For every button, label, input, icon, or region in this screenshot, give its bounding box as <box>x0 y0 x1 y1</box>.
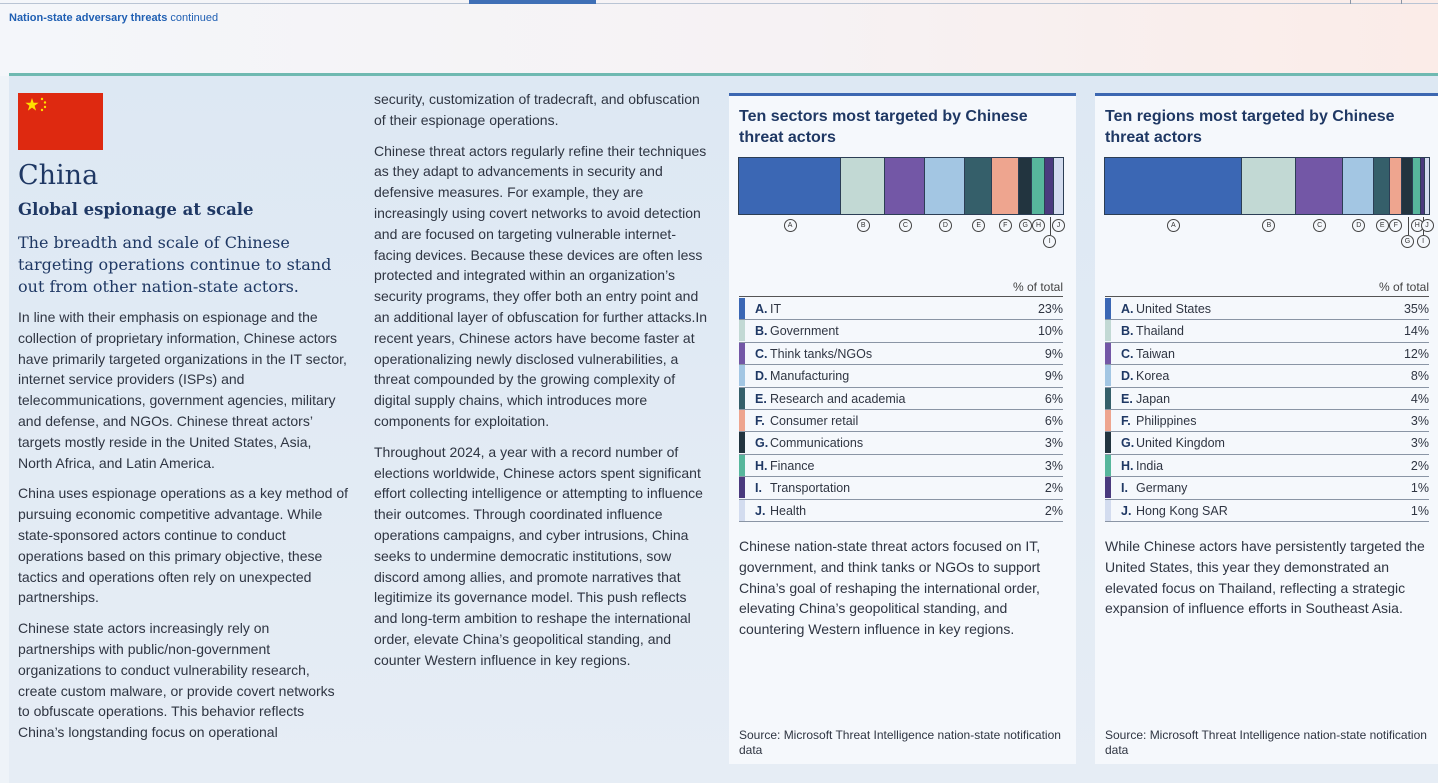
row-name: Communications <box>770 436 864 451</box>
row-letter: C. <box>755 346 768 361</box>
table-row-korea <box>1105 365 1429 387</box>
segment-label-a: A <box>1167 219 1180 232</box>
table-row-hong-kong-sar <box>1105 500 1429 522</box>
row-letter: D. <box>1121 369 1134 384</box>
bar-segment-japan <box>1374 158 1390 214</box>
stacked-bar <box>1104 157 1430 215</box>
row-name: United States <box>1136 302 1212 316</box>
table-row-germany <box>1105 477 1429 499</box>
table-row-finance <box>739 455 1063 477</box>
data-table <box>1105 298 1429 522</box>
table-row-transportation <box>739 477 1063 499</box>
row-letter: J. <box>755 503 766 518</box>
table-row-united-states <box>1105 298 1429 320</box>
row-name: Health <box>770 503 807 518</box>
row-name: Korea <box>1136 369 1170 384</box>
segment-label-f: F <box>1389 219 1402 232</box>
row-name: Taiwan <box>1136 346 1175 361</box>
color-swatch <box>1105 432 1111 453</box>
country-title: China <box>18 160 99 191</box>
table-row-thailand <box>1105 320 1429 342</box>
row-value: 2% <box>1044 481 1063 496</box>
table-row-manufacturing <box>739 365 1063 387</box>
breadcrumb-continued: continued <box>167 12 219 24</box>
bar-segment-korea <box>1343 158 1374 214</box>
row-letter: B. <box>1121 324 1134 339</box>
row-name: Finance <box>770 458 815 473</box>
row-letter: J. <box>1121 503 1132 518</box>
paragraph: security, customization of tradecraft, and obfuscation of their espionage operations. <box>374 91 700 128</box>
row-letter: F. <box>1121 413 1131 428</box>
data-table <box>739 298 1063 522</box>
row-letter: B. <box>755 324 768 339</box>
row-name: Think tanks/NGOs <box>770 346 873 361</box>
row-value: 3% <box>1410 436 1429 451</box>
table-row-it <box>739 298 1063 320</box>
segment-label-i: I <box>1043 235 1056 248</box>
segment-label-a: A <box>784 219 797 232</box>
row-value: 3% <box>1044 458 1063 473</box>
bar-segment-india <box>1413 158 1421 214</box>
row-value: 8% <box>1410 369 1429 384</box>
row-name: Japan <box>1136 391 1171 406</box>
row-name: Germany <box>1136 481 1188 496</box>
color-swatch <box>739 343 745 364</box>
color-swatch <box>739 388 745 409</box>
bar-segment-united-states <box>1105 158 1242 214</box>
color-swatch <box>739 410 745 431</box>
color-swatch <box>739 298 745 319</box>
table-row-japan <box>1105 388 1429 410</box>
segment-label-j: J <box>1052 219 1065 232</box>
bar-segment-think-tanks-ngos <box>885 158 925 214</box>
table-row-taiwan <box>1105 343 1429 365</box>
bar-segment-government <box>841 158 885 214</box>
bar-segment-thailand <box>1242 158 1297 214</box>
segment-label-c: C <box>1313 219 1326 232</box>
row-value: 1% <box>1410 503 1429 518</box>
color-swatch <box>1105 500 1111 521</box>
lead-paragraph: The breadth and scale of Chinese targeting operations continue to stand out from other nation-state actors. <box>18 233 332 296</box>
chart-title: Ten sectors most targeted by Chinese threat actors <box>739 108 1028 146</box>
row-letter: D. <box>755 369 768 384</box>
segment-label-j: J <box>1421 219 1434 232</box>
row-value: 9% <box>1044 369 1063 384</box>
row-name: Manufacturing <box>770 369 850 384</box>
body-column-2 <box>374 89 712 681</box>
row-value: 12% <box>1403 346 1429 361</box>
color-swatch <box>1105 298 1111 319</box>
chart-description: Chinese nation-state threat actors focused on IT, government, and think tanks or NGOs to support China’s goal of reshaping the international order, elevating China’s geopolitical standing, and countering Western influence in key regions. <box>739 538 1041 638</box>
bar-segment-communications <box>1019 158 1032 214</box>
row-value: 6% <box>1044 391 1063 406</box>
chart-title: Ten regions most targeted by Chinese threat actors <box>1105 108 1395 146</box>
row-letter: E. <box>1121 391 1133 406</box>
row-value: 23% <box>1037 302 1063 316</box>
table-row-think-tanks-ngos <box>739 343 1063 365</box>
row-name: Government <box>770 324 839 339</box>
table-row-research-and-academia <box>739 388 1063 410</box>
row-letter: G. <box>1121 436 1135 451</box>
row-value: 3% <box>1410 413 1429 428</box>
nav-box[interactable] <box>1350 0 1402 4</box>
row-letter: H. <box>755 458 768 473</box>
color-swatch <box>1105 477 1111 498</box>
row-name: Hong Kong SAR <box>1136 503 1228 518</box>
color-swatch <box>739 500 745 521</box>
row-letter: I. <box>755 481 762 496</box>
bar-segment-taiwan <box>1296 158 1343 214</box>
color-swatch <box>1105 410 1111 431</box>
bar-segment-health <box>1054 158 1063 214</box>
percent-header: % of total <box>739 280 1063 297</box>
row-name: Consumer retail <box>770 413 859 428</box>
label-leader-line <box>1408 217 1409 235</box>
bar-segment-labels <box>1104 217 1430 253</box>
bar-segment-finance <box>1032 158 1045 214</box>
row-value: 2% <box>1044 503 1063 518</box>
segment-label-e: E <box>972 219 985 232</box>
row-name: United Kingdom <box>1136 436 1225 451</box>
table-row-india <box>1105 455 1429 477</box>
segment-label-i: I <box>1417 235 1430 248</box>
stacked-bar <box>738 157 1064 215</box>
row-letter: A. <box>1121 302 1134 316</box>
color-swatch <box>739 455 745 476</box>
color-swatch <box>739 477 745 498</box>
table-row-consumer-retail <box>739 410 1063 432</box>
color-swatch <box>739 365 745 386</box>
bar-segment-united-kingdom <box>1402 158 1414 214</box>
segment-label-g: G <box>1019 219 1032 232</box>
bar-segment-transportation <box>1045 158 1054 214</box>
row-value: 1% <box>1410 481 1429 496</box>
paragraph: In line with their emphasis on espionage and the collection of proprietary information, Chinese actors have primarily targeted organizations in the IT sector, internet service providers (ISPs) and telecommunications, government agencies, military and defense, and NGOs. Chinese threat actors’ targets mostly reside in the United States, Asia, North Africa, and Latin America. <box>18 309 347 471</box>
table-row-health <box>739 500 1063 522</box>
paragraph: Chinese state actors increasingly rely on partnerships with public/non-government organizations to conduct vulnerability research, create custom malware, or provide covert networks to obfuscate operations. This behavior reflects China’s longstanding focus on operational <box>18 620 335 741</box>
row-letter: I. <box>1121 481 1128 496</box>
color-swatch <box>739 320 745 341</box>
bar-segment-labels <box>738 217 1064 253</box>
segment-label-f: F <box>999 219 1012 232</box>
row-value: 2% <box>1410 458 1429 473</box>
sectors-chart-card <box>729 93 1076 764</box>
segment-label-b: B <box>857 219 870 232</box>
table-row-communications <box>739 432 1063 454</box>
breadcrumb-section: Nation-state adversary threats <box>9 12 168 24</box>
color-swatch <box>1105 343 1111 364</box>
row-value: 10% <box>1037 324 1063 339</box>
color-swatch <box>739 432 745 453</box>
row-value: 4% <box>1410 391 1429 406</box>
body-column-1 <box>18 307 348 753</box>
label-leader-line <box>1050 217 1051 235</box>
breadcrumb <box>9 12 218 24</box>
section-subtitle: Global espionage at scale <box>18 200 254 219</box>
china-flag-icon <box>18 93 103 150</box>
paragraph: China uses espionage operations as a key method of pursuing economic competitive advantage. While state-sponsored actors continue to conduct operations based on this primary objective, these tactics and operations often rely on unexpected partnerships. <box>18 485 348 606</box>
row-letter: E. <box>755 391 767 406</box>
paragraph: Throughout 2024, a year with a record number of elections worldwide, Chinese actors spent significant effort collecting intelligence or attempting to influence their outcomes. Through coordinated influence operations campaigns, and cyber intrusions, China seeks to undermine democratic institutions, sow discord among allies, and promote narratives that legitimize its governance model. This push reflects and long-term ambition to reshape the international order, elevate China’s geopolitical standing, and counter Western influence in key regions. <box>374 443 703 668</box>
chart-source: Source: Microsoft Threat Intelligence nation-state notification data <box>739 728 1061 757</box>
color-swatch <box>1105 365 1111 386</box>
table-row-philippines <box>1105 410 1429 432</box>
segment-label-d: D <box>939 219 952 232</box>
segment-label-e: E <box>1376 219 1389 232</box>
chart-source: Source: Microsoft Threat Intelligence nation-state notification data <box>1105 728 1427 757</box>
row-letter: A. <box>755 302 768 316</box>
row-value: 3% <box>1044 436 1063 451</box>
row-value: 14% <box>1403 324 1429 339</box>
bar-segment-hong-kong-sar <box>1425 158 1429 214</box>
segment-label-b: B <box>1262 219 1275 232</box>
row-letter: H. <box>1121 458 1134 473</box>
bar-segment-manufacturing <box>925 158 965 214</box>
bar-segment-consumer-retail <box>992 158 1019 214</box>
regions-chart-card <box>1095 93 1438 764</box>
table-row-united-kingdom <box>1105 432 1429 454</box>
row-value: 9% <box>1044 346 1063 361</box>
row-name: Philippines <box>1136 413 1197 428</box>
row-name: Transportation <box>770 481 851 496</box>
color-swatch <box>1105 388 1111 409</box>
segment-label-c: C <box>899 219 912 232</box>
color-swatch <box>1105 455 1111 476</box>
row-name: India <box>1136 458 1164 473</box>
row-letter: F. <box>755 413 765 428</box>
percent-header: % of total <box>1105 280 1429 297</box>
bar-segment-philippines <box>1390 158 1402 214</box>
segment-label-g: G <box>1401 235 1414 248</box>
row-name: Thailand <box>1136 324 1184 339</box>
bar-segment-it <box>739 158 841 214</box>
chart-description: While Chinese actors have persistently targeted the United States, this year they demonstrated an elevated focus on Thailand, reflecting a strategic expansion of influence efforts in Southeast Asia. <box>1105 538 1425 617</box>
row-name: Research and academia <box>770 391 906 406</box>
row-name: IT <box>770 302 782 316</box>
row-letter: G. <box>755 436 769 451</box>
row-letter: C. <box>1121 346 1134 361</box>
segment-label-h: H <box>1411 219 1424 232</box>
active-section-indicator[interactable] <box>469 0 596 4</box>
segment-label-d: D <box>1352 219 1365 232</box>
table-row-government <box>739 320 1063 342</box>
paragraph: Chinese threat actors regularly refine their techniques as they adapt to advancements in security and defensive measures. For example, they are increasingly using covert networks to avoid detection and are focused on targeting vulnerable internet-facing devices. Because these devices are often less protected and integrated within an organization’s security programs, they offer both an entry point and an additional layer of obfuscation for further attacks.In recent years, Chinese actors have become faster at operationalizing newly disclosed vulnerabilities, a threat compounded by the growing complexity of digital supply chains, which introduces more components for exploitation. <box>374 142 708 429</box>
bar-segment-research-and-academia <box>965 158 992 214</box>
row-value: 6% <box>1044 413 1063 428</box>
segment-label-h: H <box>1032 219 1045 232</box>
color-swatch <box>1105 320 1111 341</box>
row-value: 35% <box>1403 302 1429 316</box>
top-rule <box>0 3 1438 4</box>
